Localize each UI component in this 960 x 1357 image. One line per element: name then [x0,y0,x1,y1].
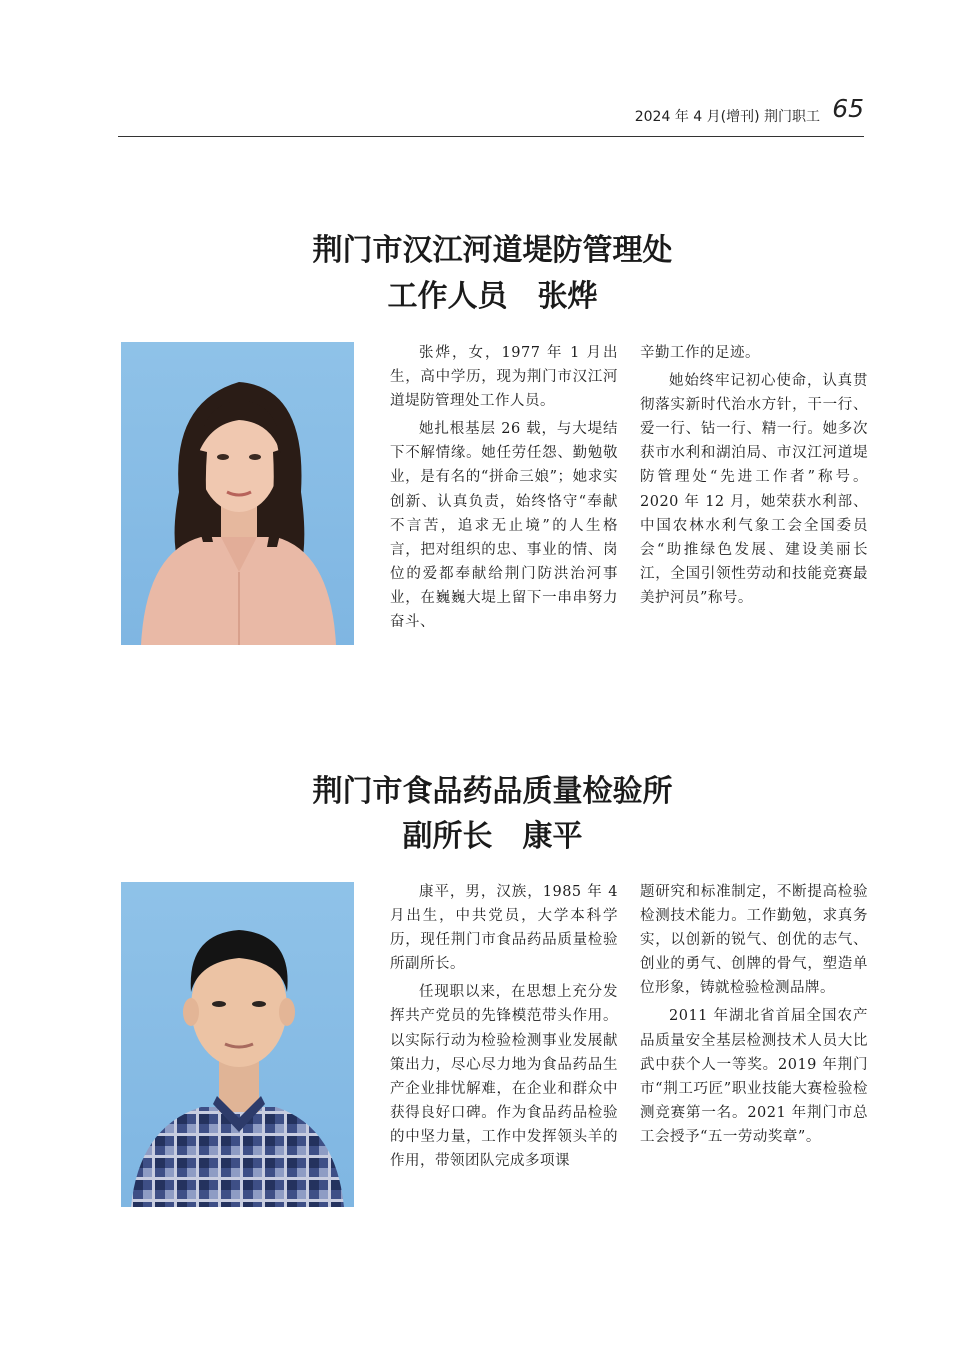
article-column-right [640,880,868,1149]
paragraph: 辛勤工作的足迹。 [640,345,760,361]
article-column-right [640,341,868,610]
article-column-left [390,341,618,634]
issue-info: 2024 年 4 月(增刊) 荆门职工 [634,109,820,125]
article-subtitle: 工作人员 张烨 [387,279,598,314]
portrait-photo [121,882,354,1207]
article-title: 荆门市汉江河道堤防管理处 [312,233,673,268]
portrait-photo [121,342,354,645]
paragraph: 康平，男，汉族，1985 年 4 月出生，中共党员，大学本科学历，现任荆门市食品药品质量检验所副所长。 [390,884,618,973]
page-number: 65 [832,94,864,123]
paragraph: 任现职以来，在思想上充分发挥共产党员的先锋模范带头作用。以实际行动为检验检测事业发展献策出力，尽心尽力地为食品药品生产企业排忧解难，在企业和群众中获得良好口碑。作为食品药品检验的中坚力量，工作中发挥领头羊的作用，带领团队完成多项课 [390,984,618,1170]
paragraph: 张烨，女，1977 年 1 月出生，高中学历，现为荆门市汉江河道堤防管理处工作人员。 [390,345,618,410]
paragraph: 2011 年湖北省首届全国农产品质量安全基层检测技术人员大比武中获个人一等奖。2019 年荆门市“荆工巧匠”职业技能大赛检验检测竞赛第一名。2021 年荆门市总工会授予“五一劳动奖章”。 [640,1008,868,1145]
page-header [118,92,864,137]
article-title: 荆门市食品药品质量检验所 [312,774,673,809]
paragraph: 她扎根基层 26 载，与大堤结下不解情缘。她任劳任怨、勤勉敬业，是有名的“拼命三娘”；她求实创新、认真负责，始终恪守“奉献不言苦，追求无止境”的人生格言，把对组织的忠、事业的情、岗位的爱都奉献给荆门防洪治河事业，在巍巍大堤上留下一串串努力奋斗、 [390,421,618,631]
paragraph: 题研究和标准制定，不断提高检验检测技术能力。工作勤勉，求真务实，以创新的锐气、创优的志气、创业的勇气、创牌的骨气，塑造单位形象，铸就检验检测品牌。 [640,884,868,997]
paragraph: 她始终牢记初心使命，认真贯彻落实新时代治水方针，干一行、爱一行、钻一行、精一行。她多次获市水利和湖泊局、市汉江河道堤防管理处“先进工作者”称号。2020 年 12 月，她荣获水利部、中国农林水利气象工会全国委员会“助推绿色发展、建设美丽长江，全国引领性劳动和技能竞赛最美护河员”称号。 [640,373,868,606]
article-column-left [390,880,618,1173]
article-subtitle: 副所长 康平 [402,819,583,854]
